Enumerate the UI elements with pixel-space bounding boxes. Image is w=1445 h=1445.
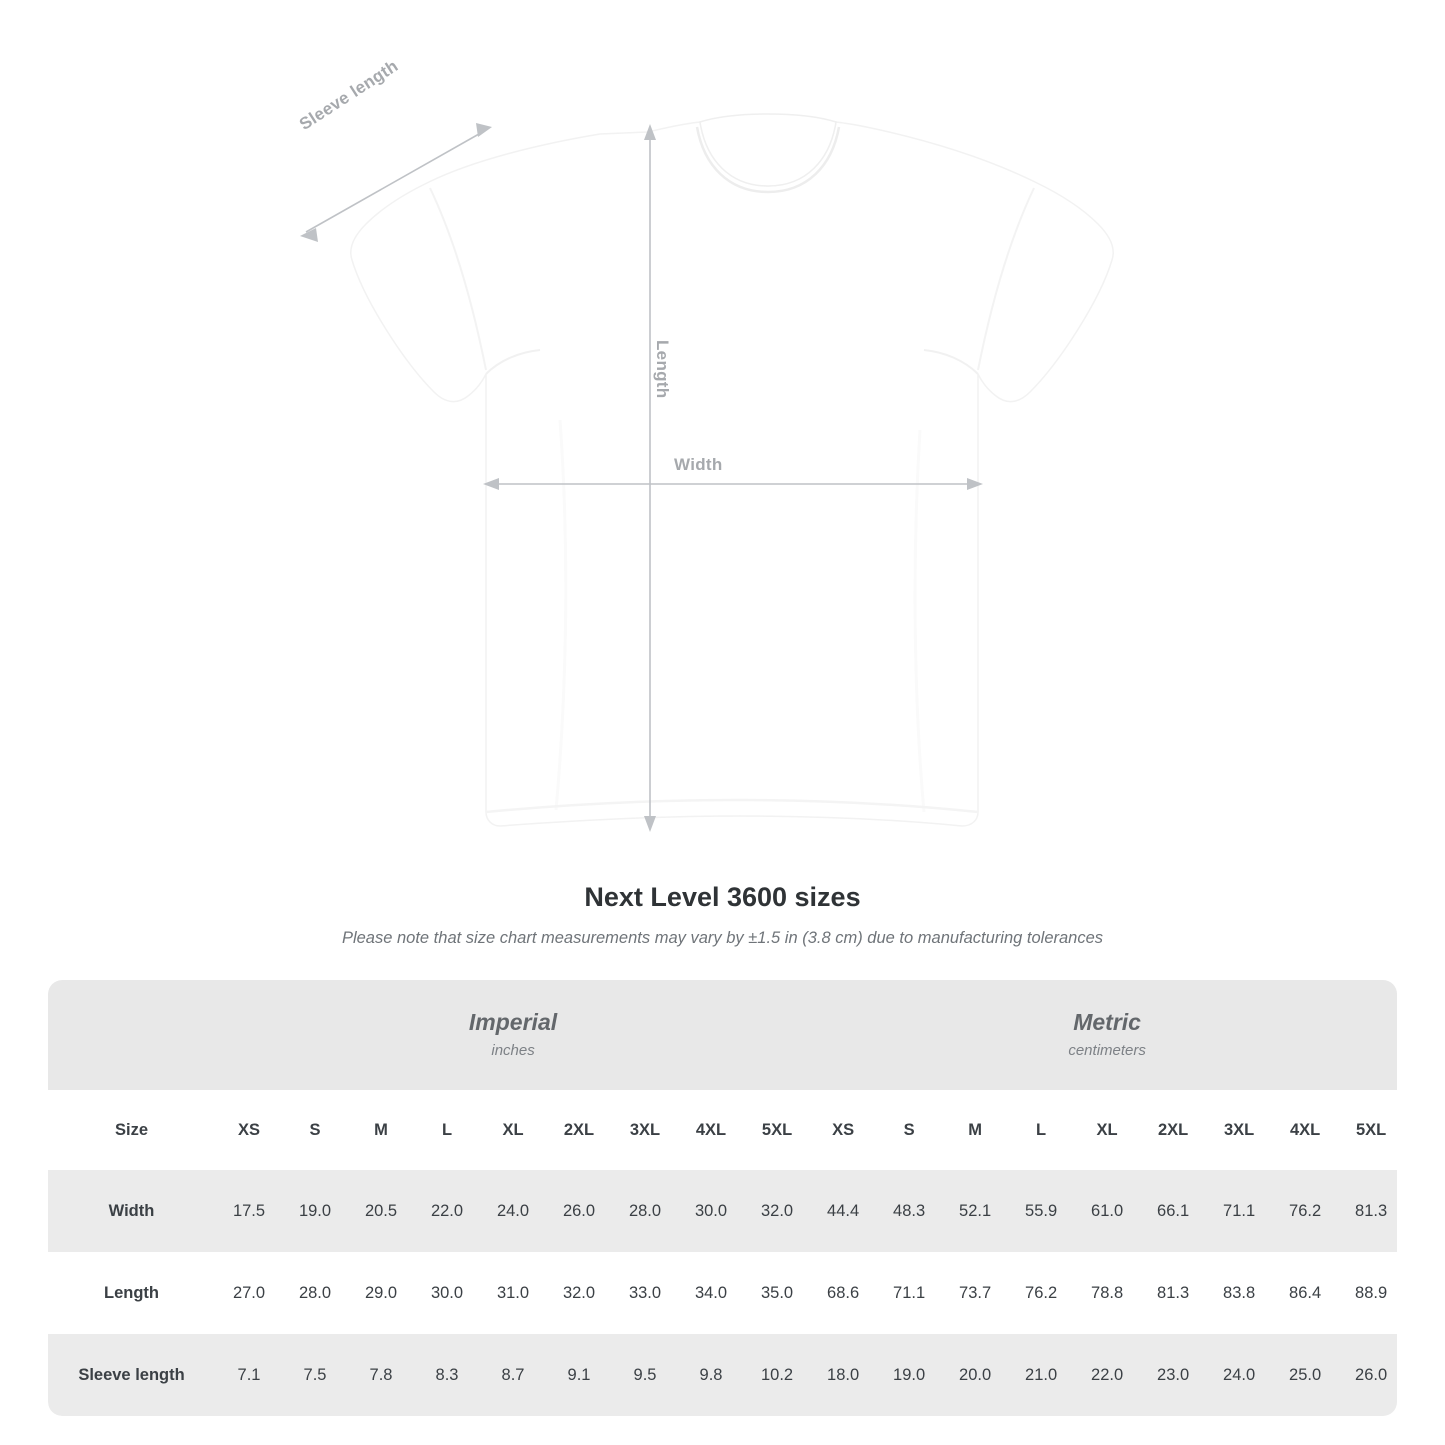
cell-length-imperial-m: 29.0 xyxy=(348,1252,414,1334)
cell-width-metric-m: 52.1 xyxy=(942,1170,1008,1252)
cell-sleeve-metric-4xl: 25.0 xyxy=(1272,1334,1338,1416)
cell-sleeve-imperial-l: 8.3 xyxy=(414,1334,480,1416)
cell-length-imperial-l: 30.0 xyxy=(414,1252,480,1334)
cell-length-imperial-xs: 27.0 xyxy=(216,1252,282,1334)
cell-sleeve-imperial-3xl: 9.5 xyxy=(612,1334,678,1416)
header-size-metric-xs: XS xyxy=(832,1120,855,1139)
cell-length-metric-xs: 68.6 xyxy=(810,1252,876,1334)
cell-length-metric-s: 71.1 xyxy=(876,1252,942,1334)
table-unit-header-row xyxy=(48,980,1397,1090)
cell-sleeve-metric-m: 20.0 xyxy=(942,1334,1008,1416)
cell-length-metric-3xl: 83.8 xyxy=(1206,1252,1272,1334)
header-size-metric-l: L xyxy=(1036,1120,1047,1139)
cell-width-metric-xl: 61.0 xyxy=(1074,1170,1140,1252)
header-size-metric-m: M xyxy=(968,1120,982,1139)
unit-header-imperial xyxy=(216,980,810,1090)
cell-width-metric-l: 55.9 xyxy=(1008,1170,1074,1252)
cell-sleeve-imperial-xl: 8.7 xyxy=(480,1334,546,1416)
cell-sleeve-imperial-m: 7.8 xyxy=(348,1334,414,1416)
row-label-sleeve-length: Sleeve length xyxy=(48,1334,216,1416)
header-size-imperial-3xl: 3XL xyxy=(629,1120,661,1139)
header-size-metric-2xl: 2XL xyxy=(1157,1120,1189,1139)
cell-length-imperial-xl: 31.0 xyxy=(480,1252,546,1334)
header-size-imperial-2xl: 2XL xyxy=(563,1120,595,1139)
cell-width-imperial-4xl: 30.0 xyxy=(678,1170,744,1252)
row-label-length: Length xyxy=(48,1252,216,1334)
cell-length-imperial-3xl: 33.0 xyxy=(612,1252,678,1334)
cell-length-imperial-5xl: 35.0 xyxy=(744,1252,810,1334)
cell-width-imperial-xs: 17.5 xyxy=(216,1170,282,1252)
cell-width-imperial-5xl: 32.0 xyxy=(744,1170,810,1252)
cell-length-imperial-2xl: 32.0 xyxy=(546,1252,612,1334)
header-size-imperial-s: S xyxy=(309,1120,321,1139)
cell-sleeve-imperial-4xl: 9.8 xyxy=(678,1334,744,1416)
cell-sleeve-metric-l: 21.0 xyxy=(1008,1334,1074,1416)
annotation-width: Width xyxy=(674,455,723,474)
cell-width-metric-xs: 44.4 xyxy=(810,1170,876,1252)
row-label-width: Width xyxy=(48,1170,216,1252)
page-title: Next Level 3600 sizes xyxy=(584,882,861,912)
cell-sleeve-imperial-5xl: 10.2 xyxy=(744,1334,810,1416)
header-size-metric-4xl: 4XL xyxy=(1289,1120,1321,1139)
cell-sleeve-metric-2xl: 23.0 xyxy=(1140,1334,1206,1416)
cell-width-metric-5xl: 81.3 xyxy=(1338,1170,1397,1252)
header-size-metric-3xl: 3XL xyxy=(1223,1120,1255,1139)
unit-imperial-name: Imperial xyxy=(468,1009,558,1036)
cell-width-imperial-s: 19.0 xyxy=(282,1170,348,1252)
cell-sleeve-imperial-xs: 7.1 xyxy=(216,1334,282,1416)
unit-header-metric xyxy=(810,980,1397,1090)
cell-length-metric-m: 73.7 xyxy=(942,1252,1008,1334)
cell-length-metric-2xl: 81.3 xyxy=(1140,1252,1206,1334)
tolerance-note: Please note that size chart measurements may vary by ±1.5 in (3.8 cm) due to manufacturing tolerances xyxy=(341,929,1104,947)
cell-sleeve-metric-xl: 22.0 xyxy=(1074,1334,1140,1416)
unit-header-spacer xyxy=(48,980,216,1090)
header-size-metric-s: S xyxy=(903,1120,915,1139)
header-size-label: Size xyxy=(114,1120,149,1139)
annotation-length: Length xyxy=(653,340,672,399)
cell-sleeve-metric-3xl: 24.0 xyxy=(1206,1334,1272,1416)
cell-length-metric-4xl: 86.4 xyxy=(1272,1252,1338,1334)
cell-width-metric-3xl: 71.1 xyxy=(1206,1170,1272,1252)
header-size-imperial-m: M xyxy=(374,1120,388,1139)
header-size-imperial-5xl: 5XL xyxy=(761,1120,793,1139)
header-size-imperial-4xl: 4XL xyxy=(695,1120,727,1139)
cell-sleeve-metric-5xl: 26.0 xyxy=(1338,1334,1397,1416)
table-row-length xyxy=(48,1252,1397,1334)
unit-metric-name: Metric xyxy=(1073,1009,1141,1036)
table-row-sleeve-length xyxy=(48,1334,1397,1416)
table-size-header-row xyxy=(48,1090,1397,1170)
cell-length-metric-l: 76.2 xyxy=(1008,1252,1074,1334)
cell-width-metric-4xl: 76.2 xyxy=(1272,1170,1338,1252)
cell-length-metric-5xl: 88.9 xyxy=(1338,1252,1397,1334)
cell-sleeve-metric-s: 19.0 xyxy=(876,1334,942,1416)
header-size-imperial-l: L xyxy=(441,1120,453,1139)
cell-width-imperial-m: 20.5 xyxy=(348,1170,414,1252)
cell-length-imperial-4xl: 34.0 xyxy=(678,1252,744,1334)
cell-sleeve-imperial-s: 7.5 xyxy=(282,1334,348,1416)
cell-width-imperial-3xl: 28.0 xyxy=(612,1170,678,1252)
cell-length-imperial-s: 28.0 xyxy=(282,1252,348,1334)
cell-sleeve-imperial-2xl: 9.1 xyxy=(546,1334,612,1416)
cell-width-imperial-xl: 24.0 xyxy=(480,1170,546,1252)
header-size-imperial-xl: XL xyxy=(502,1120,524,1139)
cell-sleeve-metric-xs: 18.0 xyxy=(810,1334,876,1416)
table-row-width xyxy=(48,1170,1397,1252)
cell-length-metric-xl: 78.8 xyxy=(1074,1252,1140,1334)
unit-metric-sub: centimeters xyxy=(1068,1041,1146,1059)
header-size-imperial-xs: XS xyxy=(237,1120,260,1139)
size-table xyxy=(48,980,1397,1416)
cell-width-metric-s: 48.3 xyxy=(876,1170,942,1252)
cell-width-metric-2xl: 66.1 xyxy=(1140,1170,1206,1252)
header-size-metric-5xl: 5XL xyxy=(1355,1120,1387,1139)
header-size-metric-xl: XL xyxy=(1096,1120,1118,1139)
cell-width-imperial-2xl: 26.0 xyxy=(546,1170,612,1252)
annotation-sleeve-length: Sleeve length xyxy=(296,56,402,134)
cell-width-imperial-l: 22.0 xyxy=(414,1170,480,1252)
size-table-wrapper xyxy=(48,980,1397,1416)
unit-imperial-sub: inches xyxy=(491,1041,535,1059)
